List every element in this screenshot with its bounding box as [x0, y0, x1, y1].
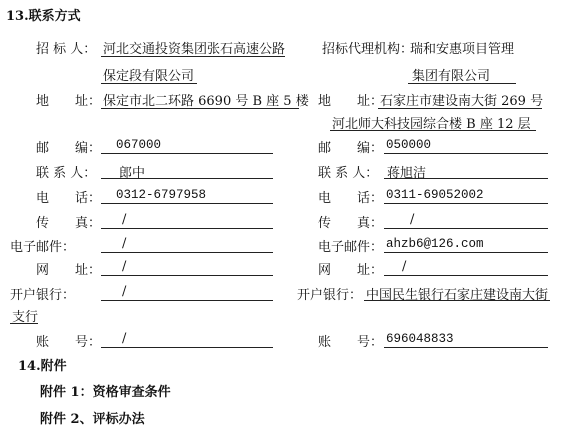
- fax-label: 传 真：: [36, 216, 102, 231]
- tenderer-underline-2: [101, 83, 197, 84]
- fax-value: /: [122, 212, 127, 227]
- email-underline: [101, 252, 273, 253]
- agency-postcode-label: 邮 编：: [318, 141, 384, 156]
- agency-address-underline-1: [378, 108, 542, 109]
- agency-underline: [408, 83, 516, 84]
- agency-address-underline-2: [330, 130, 536, 131]
- agency-account-value: 696048833: [386, 332, 454, 346]
- agency-contact-underline: [384, 178, 548, 179]
- agency-postcode-underline: [384, 153, 548, 154]
- agency-bank-label: 开户银行：: [297, 288, 363, 303]
- agency-account-underline: [384, 347, 548, 348]
- contact-value: 郎中: [119, 166, 146, 181]
- tenderer-line1: 河北交通投资集团张石高速公路: [103, 42, 286, 57]
- agency-website-underline: [384, 275, 548, 276]
- agency-address-line2: 河北师大科技园综合楼 B 座 12 层: [332, 117, 531, 132]
- bank-value: /: [122, 284, 127, 299]
- agency-fax-underline: [384, 228, 548, 229]
- attachment-1: 附件 1：资格审查条件: [40, 385, 171, 400]
- postcode-underline: [101, 153, 273, 154]
- address-underline: [101, 108, 299, 109]
- agency-phone-label: 电 话：: [318, 191, 384, 206]
- postcode-label: 邮 编：: [36, 141, 102, 156]
- account-underline: [101, 347, 273, 348]
- agency-account-label: 账 号：: [318, 335, 384, 350]
- agency-postcode-value: 050000: [386, 138, 432, 152]
- account-label: 账 号：: [36, 335, 102, 350]
- agency-phone-value: 0311-69052002: [386, 188, 484, 202]
- website-value: /: [122, 259, 127, 274]
- agency-line2: 集团有限公司: [412, 69, 491, 84]
- tenderer-line2: 保定段有限公司: [103, 69, 195, 84]
- address-value: 保定市北二环路 6690 号 B 座 5 楼: [103, 94, 309, 109]
- agency-bank-line1: 中国民生银行石家庄建设南大街: [366, 288, 549, 303]
- account-value: /: [122, 331, 127, 346]
- email-label: 电子邮件：: [10, 240, 76, 255]
- agency-fax-label: 传 真：: [318, 216, 384, 231]
- agency-fax-value: /: [410, 212, 415, 227]
- section-14-title: 14.附件: [18, 359, 67, 374]
- agency-website-label: 网 址：: [318, 263, 384, 278]
- website-label: 网 址：: [36, 263, 102, 278]
- attachment-2: 附件 2、评标办法: [40, 412, 145, 427]
- tenderer-underline-1: [101, 56, 285, 57]
- phone-label: 电 话：: [36, 191, 102, 206]
- section-13-title: 13.联系方式: [6, 9, 81, 24]
- agency-address-label: 地 址：: [318, 94, 384, 109]
- contact-underline: [101, 178, 273, 179]
- agency-email-value: ahzb6@126.com: [386, 237, 484, 251]
- postcode-value: 067000: [116, 138, 162, 152]
- agency-address-line1: 石家庄市建设南大街 269 号: [380, 94, 544, 109]
- address-label: 地 址：: [36, 94, 102, 109]
- agency-contact-value: 蒋旭洁: [387, 166, 427, 181]
- agency-bank-underline-1: [364, 300, 550, 301]
- phone-value: 0312-6797958: [116, 188, 207, 202]
- agency-contact-label: 联 系 人：: [318, 166, 379, 181]
- tenderer-label: 招 标 人：: [36, 42, 97, 57]
- agency-line1: 瑞和安惠项目管理: [410, 42, 515, 57]
- agency-website-value: /: [402, 259, 407, 274]
- bank-underline: [101, 300, 273, 301]
- agency-email-label: 电子邮件：: [318, 240, 384, 255]
- agency-label: 招标代理机构：: [322, 42, 414, 57]
- fax-underline: [101, 228, 273, 229]
- agency-email-underline: [384, 252, 548, 253]
- contact-label: 联 系 人：: [36, 166, 97, 181]
- agency-bank-underline-2: [10, 323, 38, 324]
- agency-phone-underline: [384, 203, 548, 204]
- email-value: /: [122, 236, 127, 251]
- bank-label: 开户银行：: [10, 288, 76, 303]
- agency-bank-line2: 支行: [12, 310, 39, 325]
- website-underline: [101, 275, 273, 276]
- phone-underline: [101, 203, 273, 204]
